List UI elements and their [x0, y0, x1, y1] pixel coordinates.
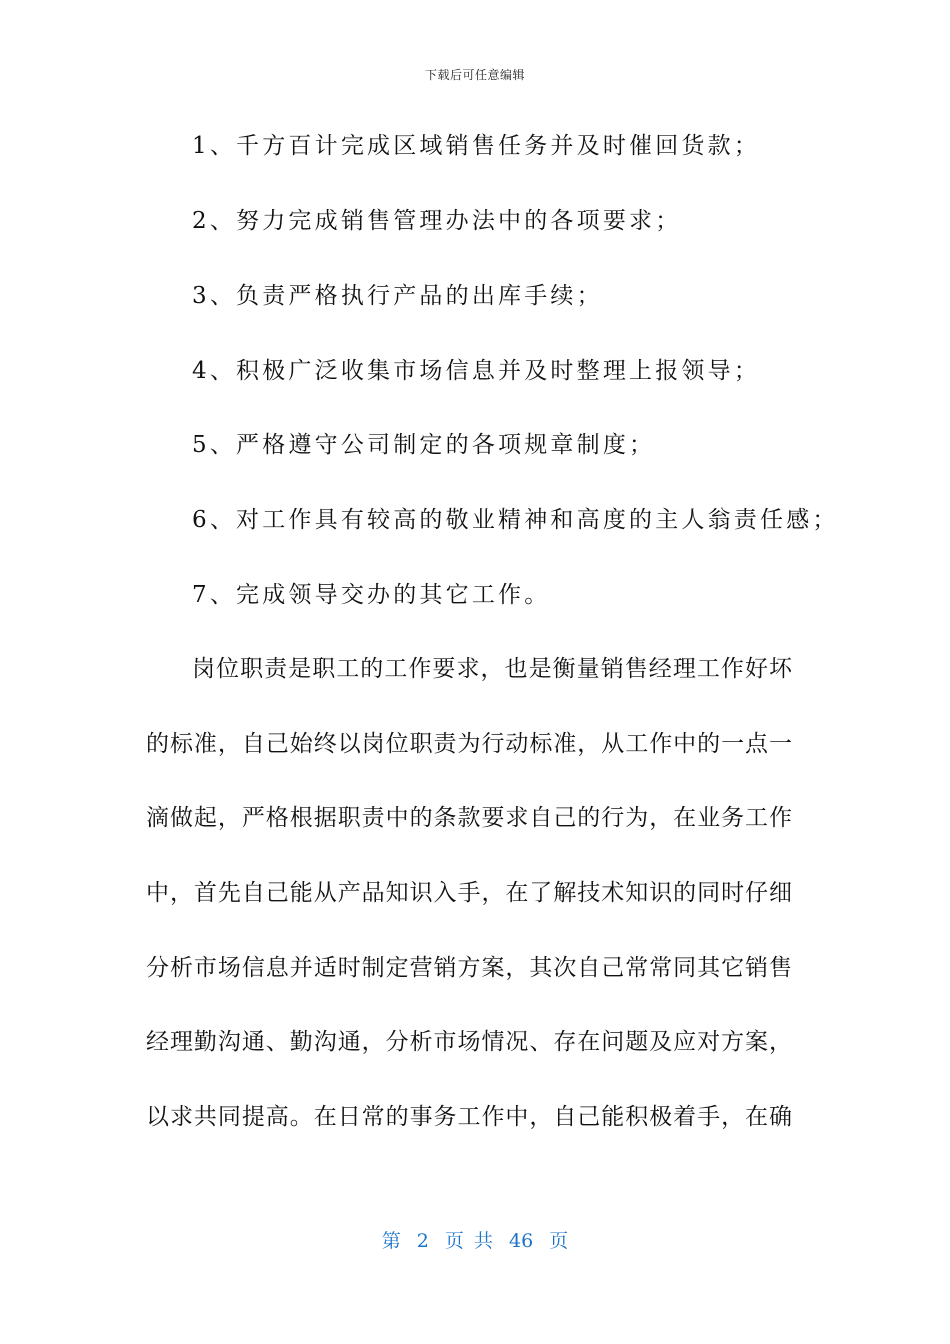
list-item: 4、积极广泛收集市场信息并及时整理上报领导； — [192, 358, 761, 384]
list-item: 5、严格遵守公司制定的各项规章制度； — [192, 432, 656, 458]
list-item: 6、对工作具有较高的敬业精神和高度的主人翁责任感； — [192, 507, 839, 533]
list-item: 2、努力完成销售管理办法中的各项要求； — [192, 208, 682, 234]
page-footer — [0, 1226, 950, 1253]
paragraph-line: 分析市场信息并适时制定营销方案，其次自己常常同其它销售 — [146, 955, 792, 981]
paragraph-line: 经理勤沟通、勤沟通，分析市场情况、存在问题及应对方案， — [146, 1029, 792, 1055]
paragraph-line: 滴做起，严格根据职责中的条款要求自己的行为，在业务工作 — [146, 805, 792, 831]
paragraph-line: 中，首先自己能从产品知识入手，在了解技术知识的同时仔细 — [146, 880, 792, 906]
list-item: 7、完成领导交办的其它工作。 — [192, 582, 551, 608]
current-page-number: 2 — [416, 1230, 429, 1252]
footer-middle: 页 共 — [444, 1230, 493, 1252]
footer-suffix: 页 — [549, 1230, 569, 1252]
paragraph-line: 的标准，自己始终以岗位职责为行动标准，从工作中的一点一 — [146, 731, 792, 757]
list-item: 1、千方百计完成区域销售任务并及时催回货款； — [192, 133, 761, 159]
list-item: 3、负责严格执行产品的出库手续； — [192, 283, 603, 309]
footer-prefix: 第 — [381, 1230, 401, 1252]
paragraph-line: 以求共同提高。在日常的事务工作中，自己能积极着手，在确 — [146, 1104, 792, 1130]
paragraph-line: 岗位职责是职工的工作要求，也是衡量销售经理工作好坏 — [192, 656, 792, 682]
total-pages-number: 46 — [509, 1230, 534, 1252]
page-header: 下载后可任意编辑 — [424, 68, 525, 82]
